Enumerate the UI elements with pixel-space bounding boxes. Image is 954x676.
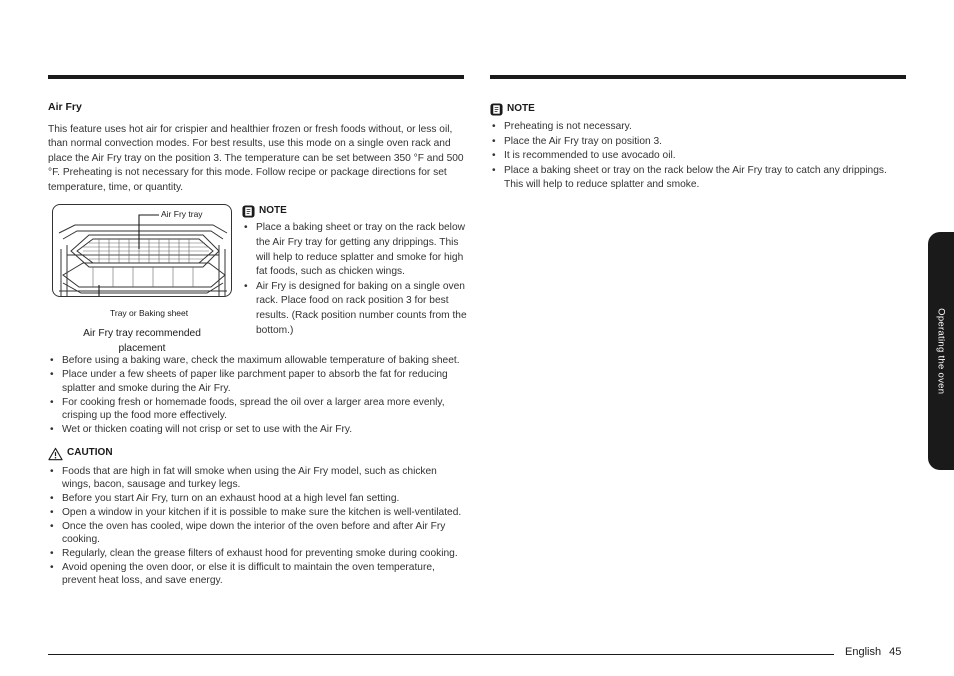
side-chapter-tab-text: Operating the oven: [935, 307, 947, 395]
figure-label-air-fry-tray: Air Fry tray: [161, 209, 203, 220]
figure-caption-line2: placement: [118, 343, 166, 355]
list-item: • Place the Air Fry tray on position 3.: [490, 135, 906, 150]
list-item: • Air Fry is designed for baking on a single oven rack. Place food on rack position 3 for best results. (Rack position number counts from the bottom.): [242, 280, 468, 338]
note-heading-text: NOTE: [259, 205, 287, 217]
list-item: • Avoid opening the oven door, or else it is difficult to maintain the oven temperature, prevent heat loss, and save energy.: [48, 561, 466, 588]
list-item: • Open a window in your kitchen if it is possible to make sure the kitchen is well-ventilated.: [48, 506, 466, 520]
figure-caption-line1: Air Fry tray recommended: [83, 328, 201, 340]
list-item: • Once the oven has cooled, wipe down the interior of the oven before and after Air Fry cooking.: [48, 520, 466, 547]
caution-list: [48, 465, 466, 588]
list-item: • Foods that are high in fat will smoke when using the Air Fry model, such as chicken wings, bacon, sausage and turkey legs.: [48, 465, 466, 492]
list-item: • Before you start Air Fry, turn on an exhaust hood at a high level fan setting.: [48, 492, 466, 506]
oven-rack-illustration: [53, 205, 232, 297]
caution-heading: [48, 446, 466, 462]
section-rule-left: [48, 75, 464, 79]
intro-paragraph: This feature uses hot air for crispier and healthier frozen or fresh foods without, or less oil, than normal convection modes. For best results, use this mode on a single oven rack and place the Air Fry tray on the position 3. The temperature can be set between 350 °F and 500 °F. Preheating is not necessary for this mode. Follow recipe or package directions for set temperature, time, or quantity.: [48, 123, 464, 193]
list-item: • It is recommended to use avocado oil.: [490, 149, 906, 164]
list-item: • Place a baking sheet or tray on the rack below the Air Fry tray for getting any drippings. This will help to reduce splatter and smoke for high fat foods, such as chicken wings.: [242, 221, 468, 279]
figure-and-note-row: [48, 204, 466, 356]
list-item: • Place a baking sheet or tray on the rack below the Air Fry tray to catch any drippings. This will help to reduce splatter and smoke.: [490, 164, 906, 193]
side-chapter-tab-label: [927, 232, 953, 470]
section-rule-right: [490, 75, 906, 79]
footer: [845, 645, 901, 660]
figure-caption: [52, 326, 232, 356]
note-list-left: [242, 221, 468, 338]
figure-label-baking-sheet: Tray or Baking sheet: [110, 308, 189, 319]
page-number: 45: [889, 646, 902, 658]
note-list-right: [490, 120, 906, 193]
left-column: [48, 100, 466, 588]
section-title: Air Fry: [48, 101, 82, 113]
list-item: • For cooking fresh or homemade foods, spread the oil over a larger area more evenly, crisping up the food more effectively.: [48, 396, 466, 423]
note-heading-right: [490, 102, 906, 116]
air-fry-placement-figure: [52, 204, 232, 297]
list-item: • Regularly, clean the grease filters of exhaust hood for preventing smoke during cooking.: [48, 547, 466, 561]
warning-triangle-icon: [48, 447, 63, 461]
list-item: • Wet or thicken coating will not crisp or set to use with the Air Fry.: [48, 423, 466, 437]
note-heading-left: [242, 204, 468, 218]
caution-heading-text: CAUTION: [67, 447, 113, 459]
list-item: • Place under a few sheets of paper like parchment paper to absorb the fat for reducing splatter and smoke during the Air Fry.: [48, 368, 466, 395]
note-icon: [490, 103, 503, 116]
footer-language: English: [845, 646, 882, 658]
list-item: • Before using a baking ware, check the maximum allowable temperature of baking sheet.: [48, 354, 466, 368]
note-box-left: [242, 204, 468, 338]
right-column: [490, 102, 906, 193]
note-heading-text: NOTE: [507, 102, 535, 114]
note-icon: [242, 205, 255, 218]
footer-rule: [48, 654, 834, 655]
tips-list: [48, 354, 466, 436]
list-item: • Preheating is not necessary.: [490, 120, 906, 135]
